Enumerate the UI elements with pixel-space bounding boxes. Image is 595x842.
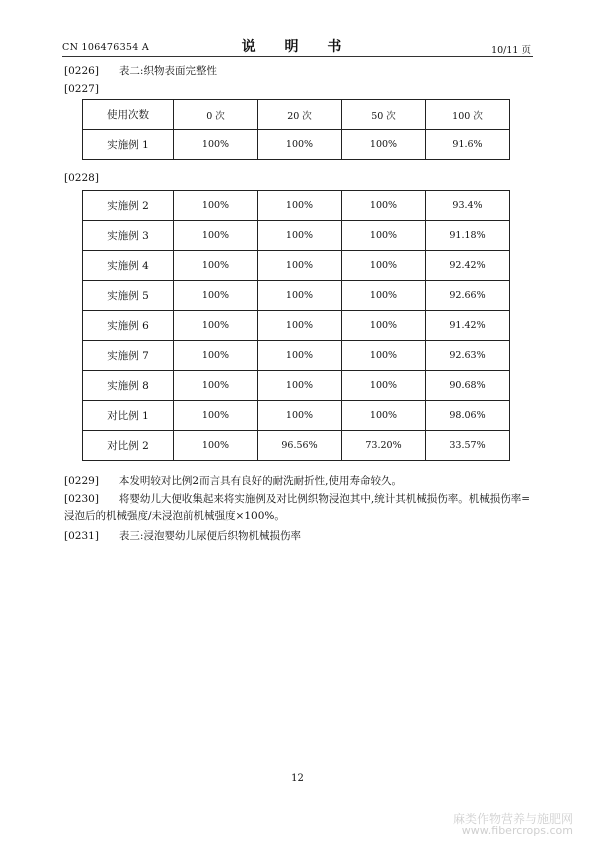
table-cell: 100% [258,341,342,371]
paragraph-number: [0227] [64,83,99,95]
table-cell-label: 对比例 1 [83,401,174,431]
table-cell: 90.68% [426,371,510,401]
table-cell: 91.18% [426,221,510,251]
document-title: 说 明 书 [241,39,354,55]
table-cell: 100% [174,221,258,251]
paragraph-text: 表三:浸泡婴幼儿尿便后织物机械损伤率 [118,530,301,542]
paragraph-0228 [64,170,107,187]
paragraph-0226 [64,63,217,80]
paragraph-number: [0231] [64,530,99,542]
table-header-cell: 50 次 [342,100,426,130]
table-row [83,251,510,281]
document-number: CN 106476354 A [62,42,150,53]
table-cell: 33.57% [426,431,510,461]
table-cell-label: 实施例 2 [83,191,174,221]
paragraph-text: 表二:织物表面完整性 [118,65,217,77]
table-cell: 100% [258,371,342,401]
table-cell-label: 实施例 8 [83,371,174,401]
page-indicator: 10/11 页 [491,45,531,56]
paragraph-text: 将婴幼儿大便收集起来将实施例及对比例织物浸泡其中,统计其机械损伤率。机械损伤率=浸泡后的机械强度/未浸泡前机械强度×100%。 [64,493,531,522]
paragraph-0230 [64,491,532,525]
table-row [83,401,510,431]
table-cell: 100% [174,401,258,431]
table-header-row [83,100,510,130]
table-cell: 100% [258,221,342,251]
paragraph-0227 [64,81,107,98]
table-row [83,130,510,160]
table-cell: 100% [258,191,342,221]
table-cell: 100% [342,251,426,281]
table-surface-integrity-part2 [82,190,510,461]
table-header-cell: 20 次 [258,100,342,130]
table-row [83,191,510,221]
table-header-cell: 0 次 [174,100,258,130]
table-cell: 100% [258,401,342,431]
table-row [83,341,510,371]
table-cell: 100% [174,371,258,401]
watermark-text: 麻类作物营养与施肥网 [452,812,573,826]
table-header-cell: 使用次数 [83,100,174,130]
header-rule [62,56,533,57]
table-cell: 73.20% [342,431,426,461]
table-surface-integrity-part1 [82,99,510,160]
table-cell: 100% [174,341,258,371]
table-cell: 100% [342,341,426,371]
table-cell: 100% [174,431,258,461]
table-cell: 100% [342,221,426,251]
table-cell-label: 实施例 4 [83,251,174,281]
table-cell: 100% [342,401,426,431]
table-header-cell: 100 次 [426,100,510,130]
table-cell: 100% [342,191,426,221]
table-cell: 93.4% [426,191,510,221]
table-cell: 91.42% [426,311,510,341]
table-cell: 92.42% [426,251,510,281]
paragraph-number: [0230] [64,493,99,505]
table-cell-label: 实施例 6 [83,311,174,341]
table-cell-label: 对比例 2 [83,431,174,461]
paragraph-number: [0229] [64,475,99,487]
table-cell: 100% [174,130,258,160]
table-cell: 92.63% [426,341,510,371]
table-cell: 91.6% [426,130,510,160]
table-cell: 100% [174,281,258,311]
table-cell: 100% [342,371,426,401]
table-cell: 96.56% [258,431,342,461]
table-row [83,281,510,311]
table-cell-label: 实施例 1 [83,130,174,160]
table-cell: 98.06% [426,401,510,431]
paragraph-0231 [64,528,301,545]
table-cell: 100% [342,281,426,311]
table-cell: 100% [342,130,426,160]
table-cell-label: 实施例 5 [83,281,174,311]
table-cell: 100% [258,311,342,341]
table-cell: 100% [258,281,342,311]
paragraph-number: [0228] [64,172,99,184]
table-cell-label: 实施例 7 [83,341,174,371]
table-cell: 100% [174,251,258,281]
watermark-url: www.fibercrops.com [461,824,573,837]
paragraph-0229 [64,473,402,490]
table-row [83,371,510,401]
table-cell: 100% [342,311,426,341]
paragraph-text: 本发明较对比例2而言具有良好的耐洗耐折性,使用寿命较久。 [118,475,402,487]
paragraph-number: [0226] [64,65,99,77]
table-cell: 92.66% [426,281,510,311]
table-cell: 100% [174,191,258,221]
table-cell: 100% [258,251,342,281]
page-number: 12 [291,773,304,784]
table-row [83,221,510,251]
table-row [83,311,510,341]
table-cell: 100% [174,311,258,341]
table-cell: 100% [258,130,342,160]
table-row [83,431,510,461]
table-cell-label: 实施例 3 [83,221,174,251]
